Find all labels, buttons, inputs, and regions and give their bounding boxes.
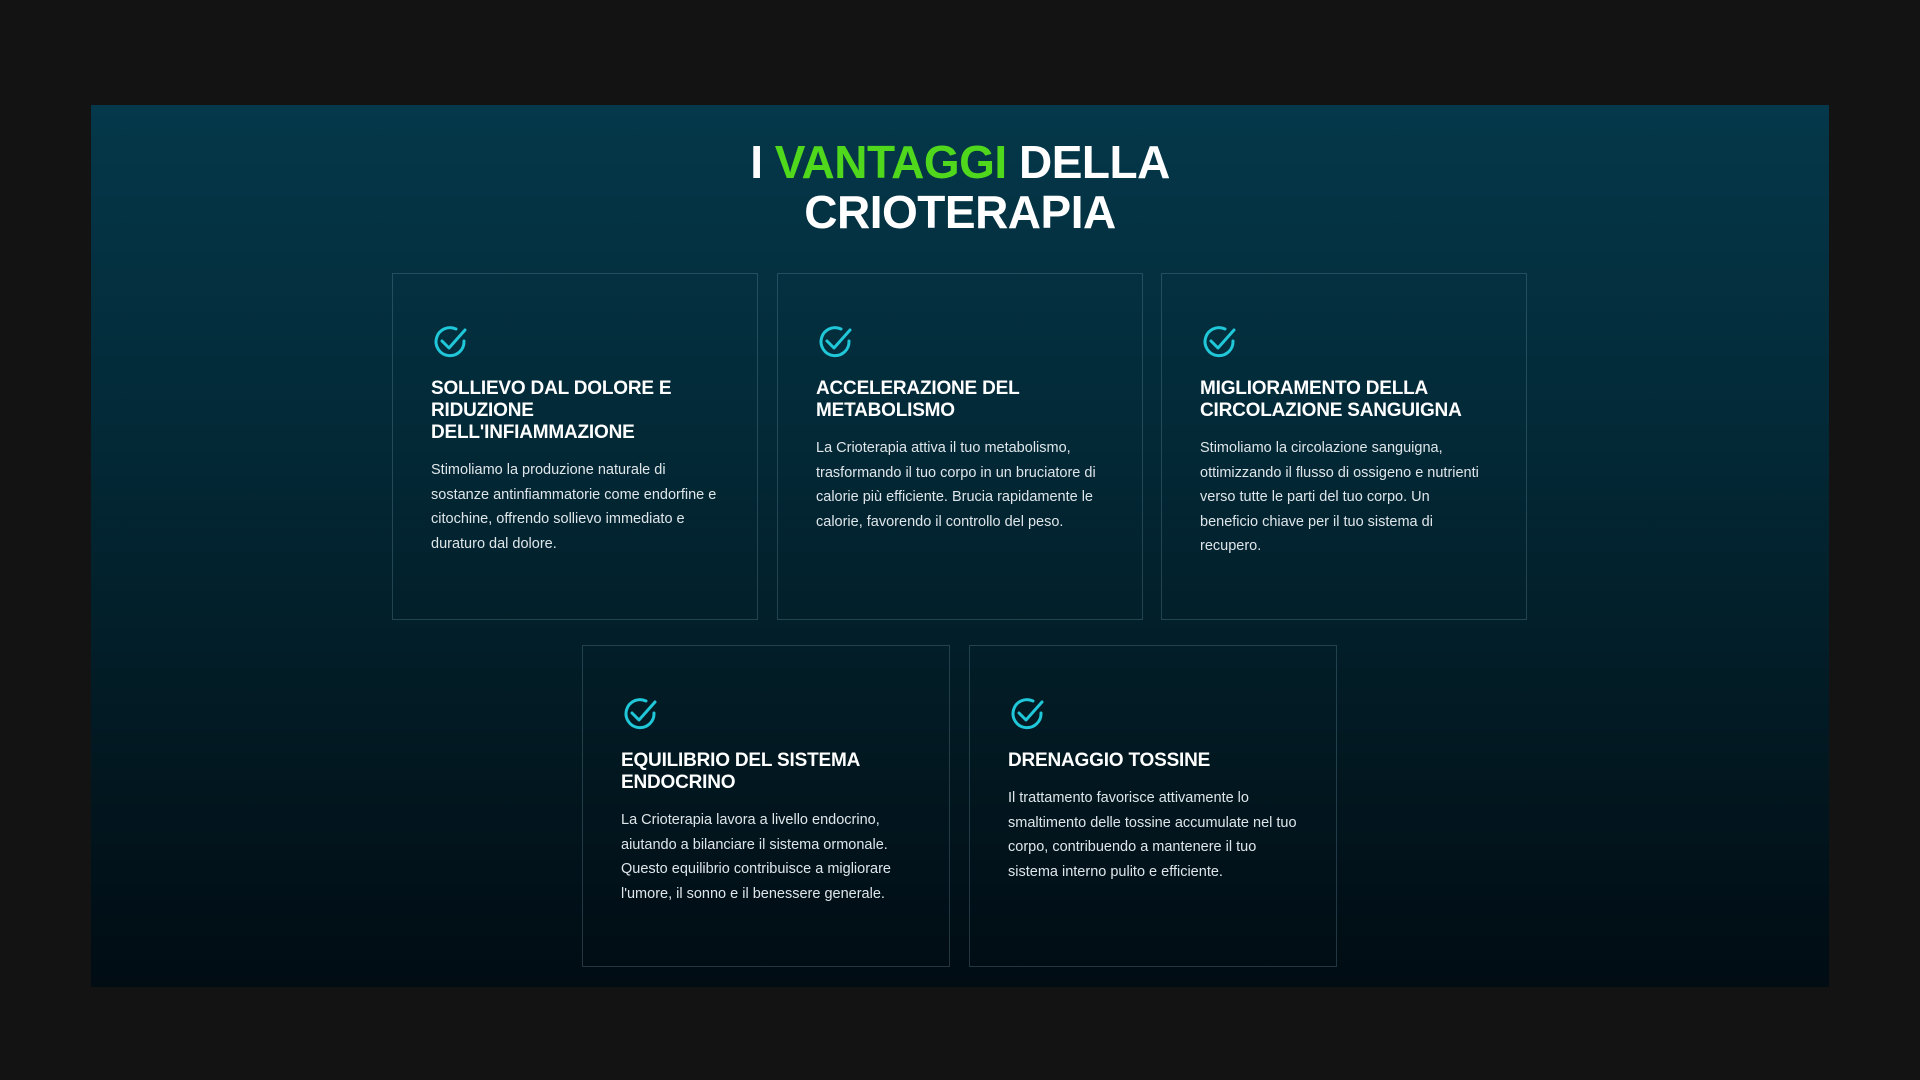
card-text: Il trattamento favorisce attivamente lo smaltimento delle tossine accumulate nel tuo corpo, contribuendo a mantenere il tuo sistema interno pulito e efficiente.	[1008, 790, 1297, 880]
card-text: Stimoliamo la circolazione sanguigna, ottimizzando il flusso di ossigeno e nutrienti verso tutte le parti del tuo corpo. Un beneficio chiave per il tuo sistema di recupero.	[1200, 440, 1479, 554]
benefits-section	[91, 105, 1829, 987]
check-circle-icon	[621, 694, 661, 734]
card-heading: SOLLIEVO DAL DOLORE E RIDUZIONE DELL'INFIAMMAZIONE	[431, 378, 672, 443]
title-prefix: I	[750, 136, 763, 188]
title-line2: CRIOTERAPIA	[804, 186, 1116, 238]
card-heading: MIGLIORAMENTO DELLA CIRCOLAZIONE SANGUIGNA	[1200, 378, 1462, 421]
benefit-card-circulation	[1161, 273, 1527, 620]
card-text: Stimoliamo la produzione naturale di sostanze antinfiammatorie come endorfine e citochine, offrendo sollievo immediato e duraturo dal dolore.	[431, 462, 717, 552]
check-circle-icon	[1008, 694, 1048, 734]
card-text: La Crioterapia attiva il tuo metabolismo, trasformando il tuo corpo in un bruciatore di calorie più efficiente. Brucia rapidamente le calorie, favorendo il controllo del peso.	[816, 440, 1096, 530]
section-title	[91, 137, 1829, 237]
check-circle-icon	[816, 322, 856, 362]
benefit-card-pain-relief	[392, 273, 758, 620]
benefit-card-endocrine	[582, 645, 950, 967]
card-heading: EQUILIBRIO DEL SISTEMA ENDOCRINO	[621, 750, 860, 793]
check-circle-icon	[431, 322, 471, 362]
benefit-card-metabolism	[777, 273, 1143, 620]
title-mid: DELLA	[1018, 136, 1170, 188]
card-text: La Crioterapia lavora a livello endocrino, aiutando a bilanciare il sistema ormonale. Questo equilibrio contribuisce a migliorare l'umore, il sonno e il benessere generale.	[621, 812, 891, 902]
check-circle-icon	[1200, 322, 1240, 362]
benefit-card-detox	[969, 645, 1337, 967]
title-accent: VANTAGGI	[774, 136, 1007, 188]
card-heading: ACCELERAZIONE DEL METABOLISMO	[816, 378, 1020, 421]
card-heading: DRENAGGIO TOSSINE	[1008, 750, 1211, 771]
